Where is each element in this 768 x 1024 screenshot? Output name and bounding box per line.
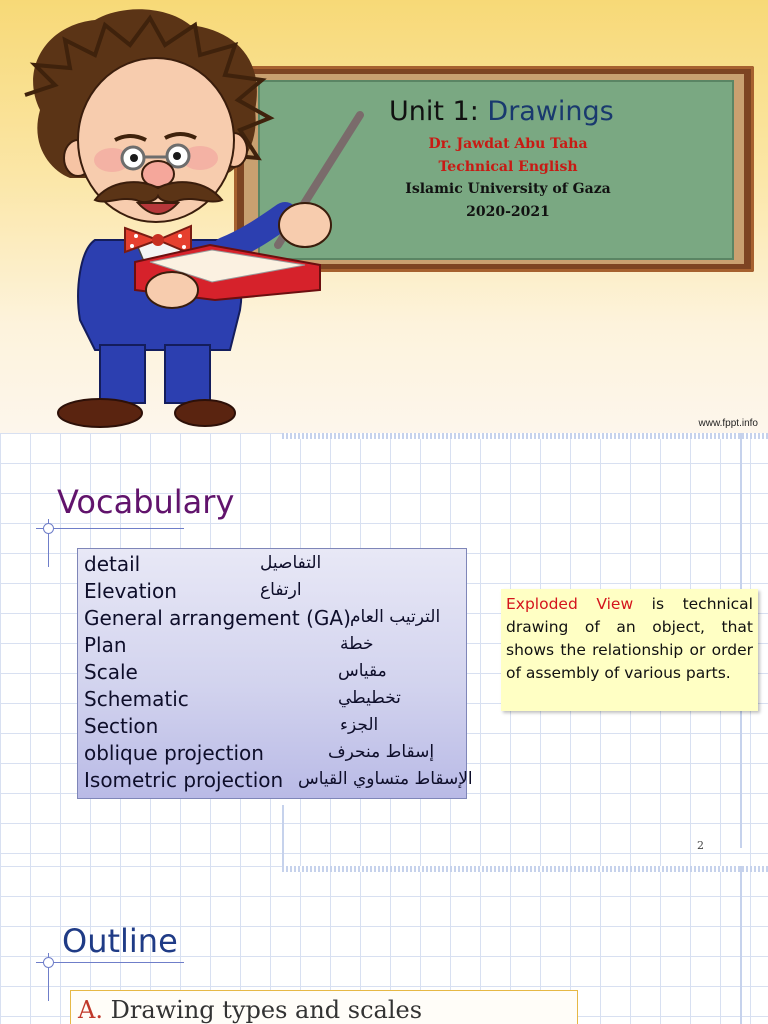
vocab-arabic: التفاصيل [260, 553, 322, 573]
vocab-arabic: خطة [340, 634, 374, 654]
outline-item-letter: A. [78, 996, 103, 1024]
vocabulary-heading: Vocabulary [57, 483, 235, 521]
vocab-english: Elevation [84, 579, 177, 603]
vocab-row [84, 579, 458, 605]
vocabulary-slide [0, 433, 768, 866]
outline-item [78, 996, 422, 1024]
vocab-row [84, 687, 458, 713]
heading-underline [36, 528, 184, 529]
vocab-arabic: الترتيب العام [350, 607, 441, 627]
university-name: Islamic University of Gaza [405, 181, 611, 197]
vocab-arabic: تخطيطي [338, 688, 401, 708]
vocab-row [84, 660, 458, 686]
vocab-row [84, 606, 458, 632]
watermark: www.fppt.info [698, 418, 758, 429]
definition-text: is technical drawing of an object, that shows the relationship or order of assembly of various parts. [506, 595, 753, 682]
vocabulary-box [77, 548, 473, 799]
heading-underline [36, 962, 184, 963]
vocab-arabic: الإسقاط متساوي القياس [298, 769, 473, 789]
slide-title [389, 96, 614, 127]
title-prefix: Unit 1: [389, 96, 488, 127]
vocab-row [84, 741, 458, 767]
course-name: Technical English [438, 159, 578, 175]
page-number: 2 [697, 839, 704, 852]
vocab-row [84, 714, 458, 740]
top-border [282, 866, 768, 872]
vocab-english: Schematic [84, 687, 189, 711]
vocab-arabic: مقياس [338, 661, 387, 681]
right-rule [740, 866, 742, 1024]
academic-year: 2020-2021 [466, 204, 550, 220]
heading-ornament [43, 523, 54, 534]
outline-slide [0, 866, 768, 1024]
title-main: Drawings [487, 96, 614, 127]
vocab-english: Section [84, 714, 159, 738]
vocab-english: Plan [84, 633, 127, 657]
outline-heading: Outline [62, 922, 178, 960]
vocab-english: Scale [84, 660, 138, 684]
vocab-arabic: إسقاط منحرف [328, 742, 435, 762]
outline-item-box [70, 990, 578, 1024]
author-name: Dr. Jawdat Abu Taha [428, 136, 588, 152]
vocab-row [84, 552, 458, 578]
title-slide [0, 0, 768, 433]
vocab-english: General arrangement (GA) [84, 606, 351, 630]
vocab-arabic: الجزء [340, 715, 379, 735]
vocab-arabic: ارتفاع [260, 580, 302, 600]
outline-item-text: Drawing types and scales [110, 996, 423, 1024]
vocab-english: detail [84, 552, 141, 576]
vocab-row [84, 633, 458, 659]
top-border [282, 433, 768, 439]
vocab-english: oblique projection [84, 741, 264, 765]
vocab-english: Isometric projection [84, 768, 284, 792]
heading-ornament [43, 957, 54, 968]
bottom-rule [282, 805, 284, 866]
definition-box [501, 589, 758, 711]
definition-term: Exploded View [506, 595, 634, 613]
vocab-row [84, 768, 473, 794]
